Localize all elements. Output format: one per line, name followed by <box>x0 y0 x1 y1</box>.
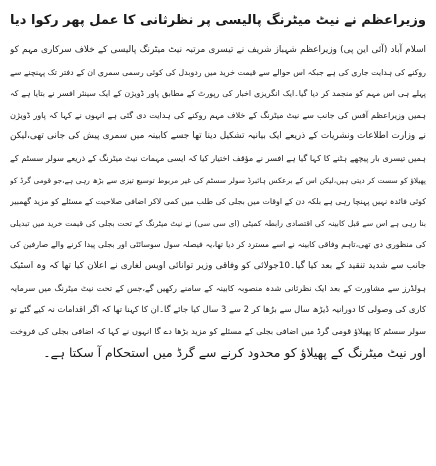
article-line: کی منظوری دی تھی،تاہم وفاقی کابینہ نے اسے مسترد کر دیا تھا،یہ فیصلہ سول سوسائٹی اور بجلی پیدا کرنے والے صارفین کی <box>10 240 426 250</box>
article-body <box>10 40 426 364</box>
article-line: پہلے ہی اس مہم کو منجمد کر دیا گیا۔ایک انگریزی اخبار کی رپورٹ کے مطابق پاور ڈویژن کے ایک سینئر افسر نے بتایا ہے کہ <box>10 89 426 99</box>
article-headline: وزیراعظم نے نیٹ میٹرنگ پالیسی پر نظرثانی کا عمل پھر رکوا دیا <box>10 13 426 28</box>
article-line: ہولڈرز سے مشاورت کے بعد ایک نظرثانی شدہ منصوبہ کابینہ کے سامنے رکھیں گے،جس کے تحت نیٹ میٹرنگ میں سرمایہ <box>10 282 426 293</box>
article-line: سولر سسٹم کا پھیلاؤ قومی گرڈ میں اضافی بجلی کے مسئلے کو مزید بڑھا دے گا انہوں نے کہا کہ اضافی بجلی کی فروخت <box>10 325 426 336</box>
article-line: ہمیں وزیراعظم آفس کی جانب سے نیٹ میٹرنگ کے خلاف مہم روکنے کی ہدایت دی گئی ہے انہوں نے کہا کہ پاور ڈویژن <box>10 109 426 120</box>
article-line: اور نیٹ میٹرنگ کے پھیلاؤ کو محدود کرنے سے گرڈ میں استحکام آ سکتا ہے۔ <box>43 345 426 361</box>
article-line: بنا رہی ہے اس سے قبل کابینہ کی اقتصادی رابطہ کمیٹی (ای سی سی) نے نیٹ میٹرنگ کے تحت بجلی کی قیمت خرید میں تبدیلی <box>10 218 426 228</box>
article-line: کوئی فائدہ نہیں پہنچا رہی ہے بلکہ دن کے اوقات میں بجلی کی طلب میں کمی لاکر اضافی صلاحیت کے مسئلے کو مزید گھمبیر <box>10 197 426 207</box>
article-line: جانب سے شدید تنقید کے بعد کیا گیا۔10جولائی کو وفاقی وزیر توانائی اویس لغاری نے اعلان کیا تھا کہ وہ اسٹیک <box>10 260 426 271</box>
article-line: اسلام آباد (آئی این پی) وزیراعظم شہباز شریف نے تیسری مرتبہ نیٹ میٹرنگ پالیسی کے خلاف سرکاری مہم کو <box>10 45 426 55</box>
article-line: پھیلاؤ کو سست کر دیتی ہیں،لیکن اس کے برعکس ہائبرڈ سولر سسٹم کی غیر مربوط توسیع تیزی سے بڑھ رہی ہے،جو قومی گرڈ کو <box>10 175 426 185</box>
article-line: نے وزارت اطلاعات ونشریات کے ذریعے ایک بیانیہ تشکیل دینا تھا جسے کابینہ میں سمری پیش کی جانی تھی،لیکن <box>10 131 426 142</box>
article-line: روکنے کی ہدایت جاری کی ہے جبکہ اس حوالے سے قیمت خرید میں ردوبدل کی کوئی رسمی سمری ان کے دفتر تک پہنچنے سے <box>10 67 426 77</box>
article-line: ہمیں تیسری بار پیچھے ہٹنے کا کہا گیا ہے افسر نے مؤقف اختیار کیا کہ ایسی مہمات نیٹ میٹرنگ کے ذریعے سولر سسٹم کے <box>10 152 426 163</box>
article-line: کاری کی وصولی کا دورانیہ ڈیڑھ سال سے بڑھا کر 2 سے 3 سال کیا جائے گا۔ان کا کہنا تھا کہ اگر اقدامات نہ کیے گئے تو <box>10 304 426 315</box>
